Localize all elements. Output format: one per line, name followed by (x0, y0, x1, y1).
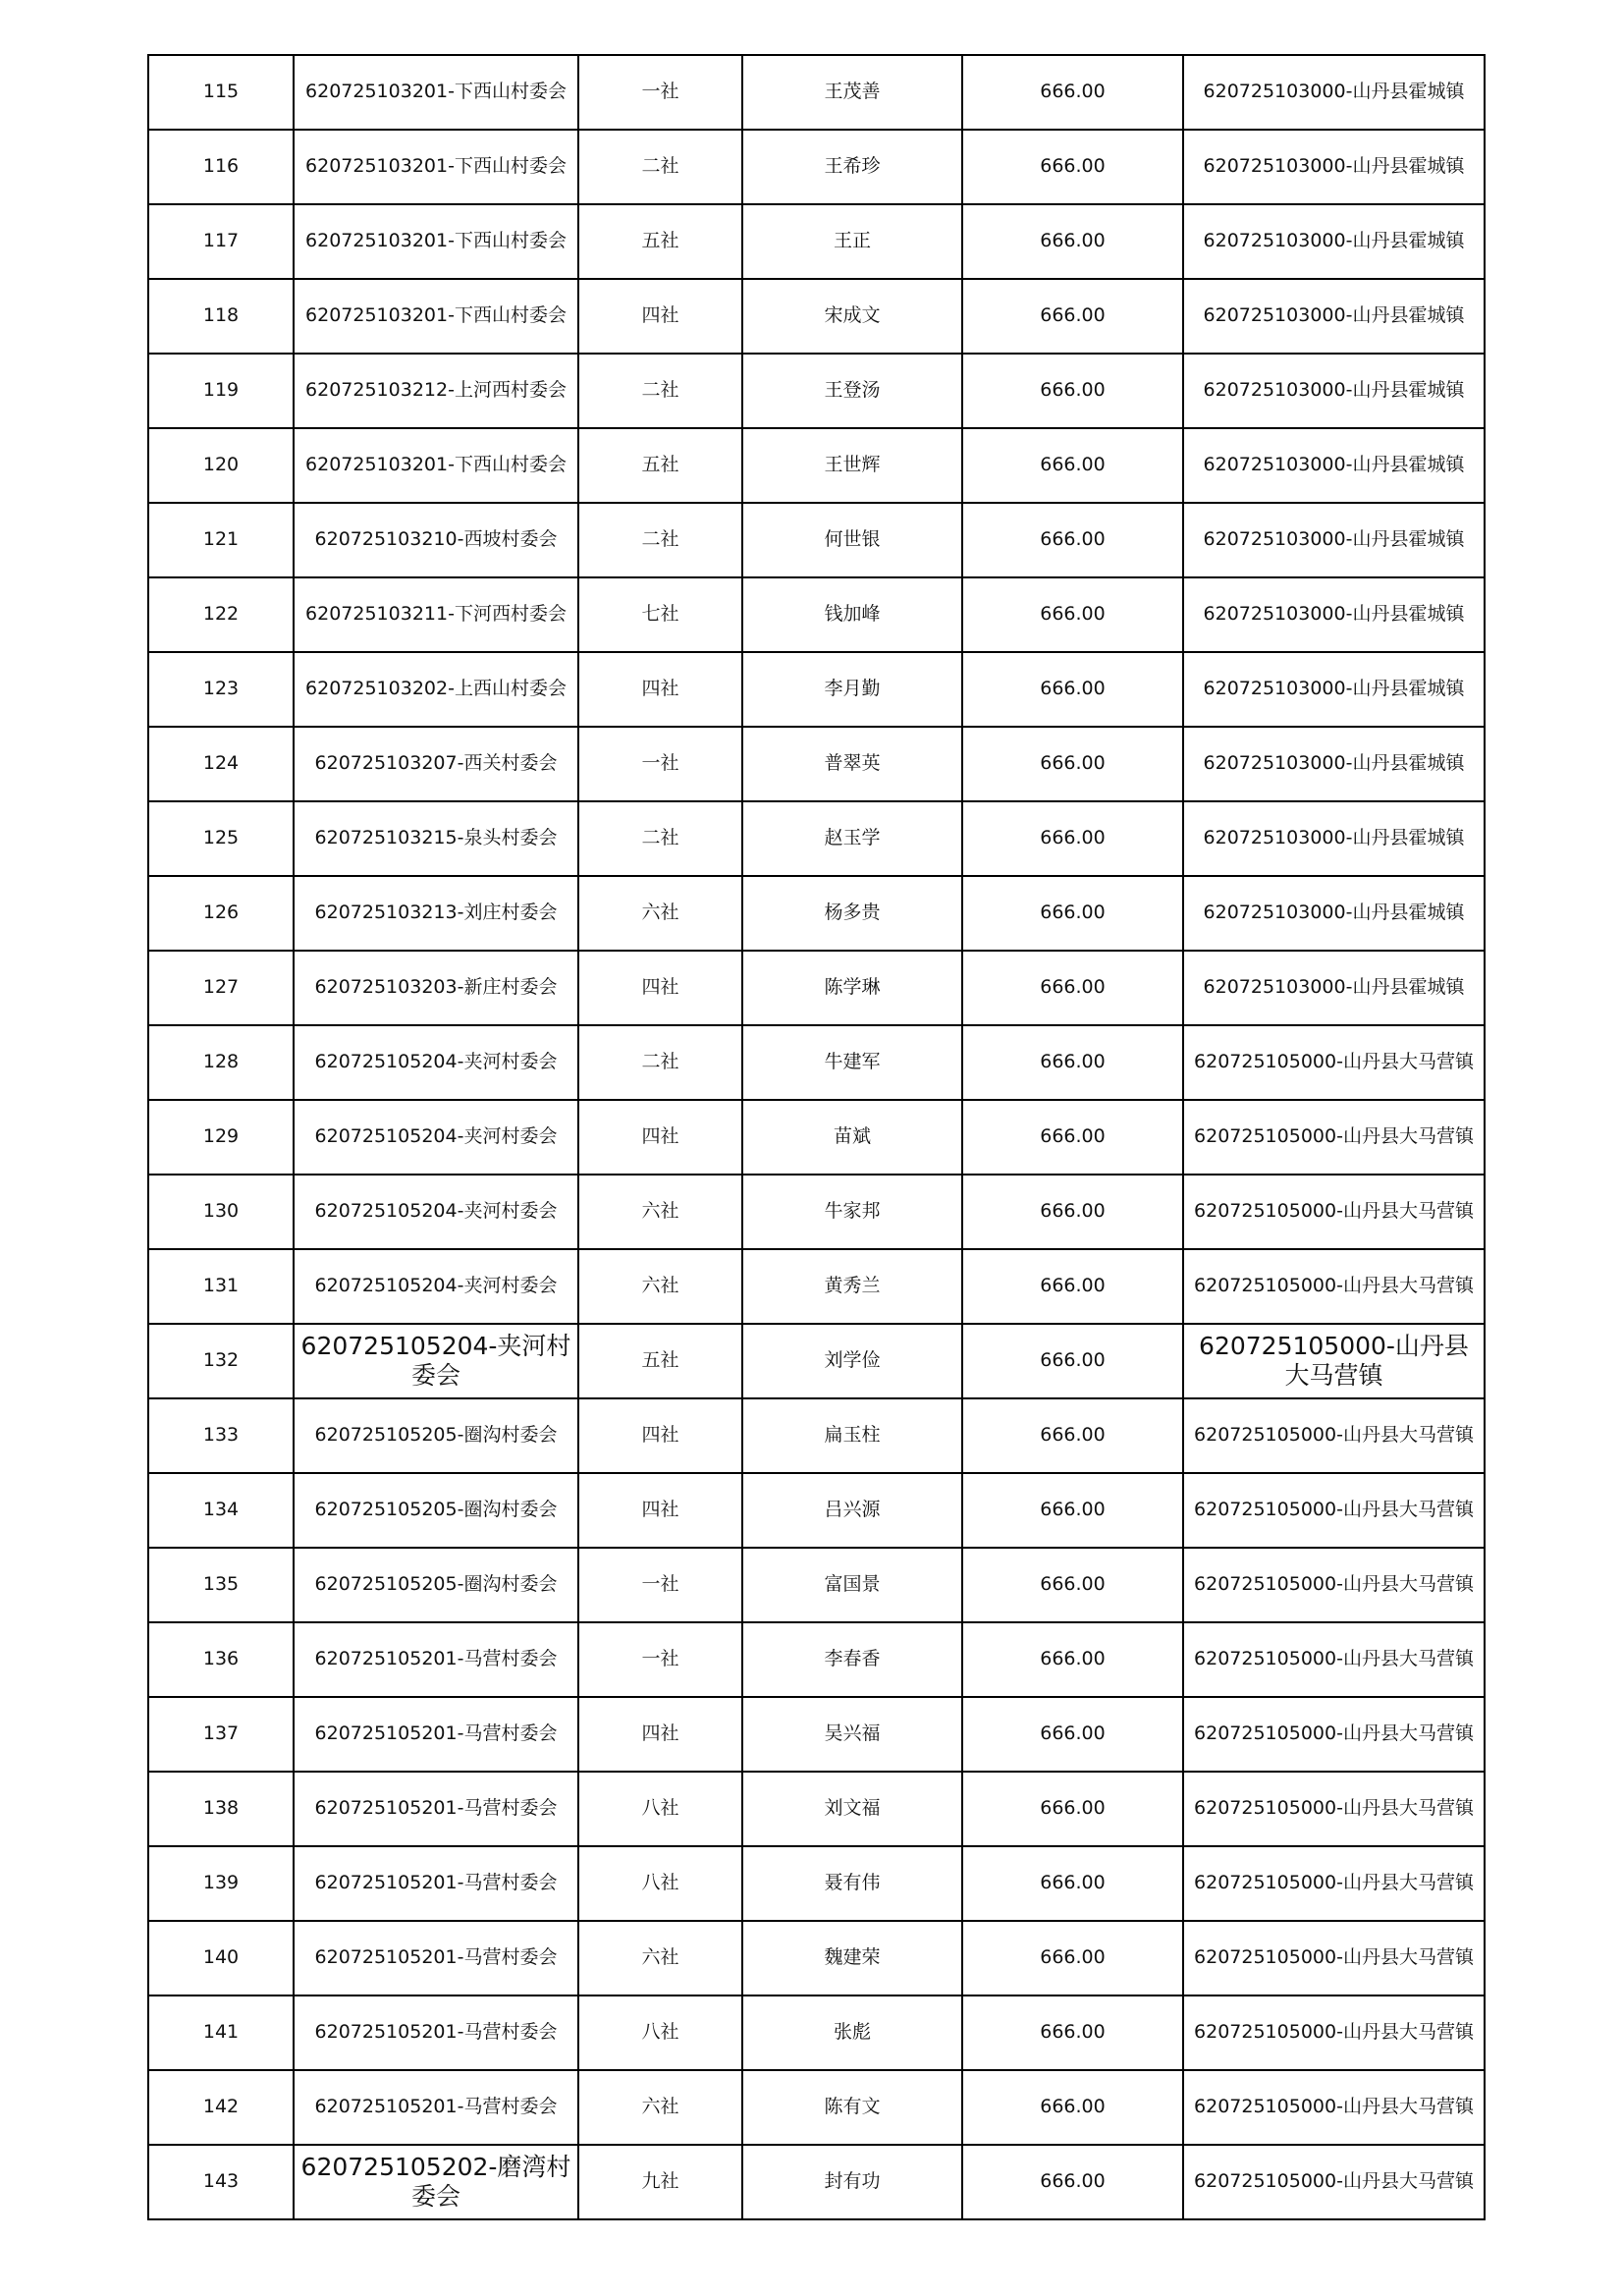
village-committee-cell: 620725105204-夹河村委会 (294, 1100, 578, 1175)
town-cell: 620725103000-山丹县霍城镇 (1183, 801, 1485, 876)
amount-cell: 666.00 (962, 2070, 1183, 2145)
table-row (148, 2145, 1485, 2219)
person-name-cell: 宋成文 (742, 279, 962, 354)
town-cell: 620725105000-山丹县大马营镇 (1183, 1324, 1485, 1398)
amount-cell: 666.00 (962, 1995, 1183, 2070)
table-row (148, 130, 1485, 204)
row-number-cell: 142 (148, 2070, 294, 2145)
amount-cell: 666.00 (962, 1249, 1183, 1324)
row-number-cell: 136 (148, 1622, 294, 1697)
row-number-cell: 130 (148, 1175, 294, 1249)
row-number-cell: 135 (148, 1548, 294, 1622)
amount-cell: 666.00 (962, 577, 1183, 652)
table-row (148, 1175, 1485, 1249)
table-row (148, 1398, 1485, 1473)
person-name-cell: 普翠英 (742, 727, 962, 801)
row-number-cell: 121 (148, 503, 294, 577)
group-cell: 六社 (578, 1921, 742, 1995)
town-cell: 620725103000-山丹县霍城镇 (1183, 951, 1485, 1025)
row-number-cell: 141 (148, 1995, 294, 2070)
row-number-cell: 119 (148, 354, 294, 428)
person-name-cell: 王希珍 (742, 130, 962, 204)
person-name-cell: 杨多贵 (742, 876, 962, 951)
village-committee-cell: 620725105201-马营村委会 (294, 2070, 578, 2145)
town-cell: 620725105000-山丹县大马营镇 (1183, 1249, 1485, 1324)
town-cell: 620725105000-山丹县大马营镇 (1183, 1175, 1485, 1249)
group-cell: 一社 (578, 727, 742, 801)
row-number-cell: 118 (148, 279, 294, 354)
town-cell: 620725103000-山丹县霍城镇 (1183, 727, 1485, 801)
table-row (148, 428, 1485, 503)
village-committee-cell: 620725105205-圈沟村委会 (294, 1398, 578, 1473)
amount-cell: 666.00 (962, 1324, 1183, 1398)
town-cell: 620725103000-山丹县霍城镇 (1183, 354, 1485, 428)
amount-cell: 666.00 (962, 1473, 1183, 1548)
village-committee-cell: 620725103202-上西山村委会 (294, 652, 578, 727)
person-name-cell: 封有功 (742, 2145, 962, 2219)
table-row (148, 1772, 1485, 1846)
person-name-cell: 富国景 (742, 1548, 962, 1622)
village-committee-cell: 620725105201-马营村委会 (294, 1622, 578, 1697)
person-name-cell: 陈学琳 (742, 951, 962, 1025)
village-committee-cell: 620725103201-下西山村委会 (294, 130, 578, 204)
village-committee-cell: 620725105201-马营村委会 (294, 1995, 578, 2070)
village-committee-cell: 620725103215-泉头村委会 (294, 801, 578, 876)
village-committee-cell: 620725105202-磨湾村委会 (294, 2145, 578, 2219)
village-committee-cell: 620725103203-新庄村委会 (294, 951, 578, 1025)
group-cell: 八社 (578, 1995, 742, 2070)
village-committee-cell: 620725103211-下河西村委会 (294, 577, 578, 652)
town-cell: 620725103000-山丹县霍城镇 (1183, 279, 1485, 354)
town-cell: 620725105000-山丹县大马营镇 (1183, 1473, 1485, 1548)
group-cell: 四社 (578, 279, 742, 354)
group-cell: 四社 (578, 652, 742, 727)
village-committee-cell: 620725103212-上河西村委会 (294, 354, 578, 428)
row-number-cell: 138 (148, 1772, 294, 1846)
village-committee-cell: 620725105204-夹河村委会 (294, 1175, 578, 1249)
row-number-cell: 122 (148, 577, 294, 652)
table-row (148, 1622, 1485, 1697)
row-number-cell: 129 (148, 1100, 294, 1175)
amount-cell: 666.00 (962, 279, 1183, 354)
table-row (148, 1697, 1485, 1772)
row-number-cell: 125 (148, 801, 294, 876)
table-row (148, 951, 1485, 1025)
table-row (148, 727, 1485, 801)
amount-cell: 666.00 (962, 428, 1183, 503)
town-cell: 620725103000-山丹县霍城镇 (1183, 876, 1485, 951)
table-row (148, 801, 1485, 876)
row-number-cell: 139 (148, 1846, 294, 1921)
amount-cell: 666.00 (962, 727, 1183, 801)
group-cell: 二社 (578, 354, 742, 428)
group-cell: 二社 (578, 130, 742, 204)
town-cell: 620725105000-山丹县大马营镇 (1183, 2070, 1485, 2145)
town-cell: 620725105000-山丹县大马营镇 (1183, 1100, 1485, 1175)
person-name-cell: 陈有文 (742, 2070, 962, 2145)
amount-cell: 666.00 (962, 1697, 1183, 1772)
group-cell: 六社 (578, 2070, 742, 2145)
village-committee-cell: 620725105201-马营村委会 (294, 1846, 578, 1921)
amount-cell: 666.00 (962, 801, 1183, 876)
group-cell: 二社 (578, 801, 742, 876)
amount-cell: 666.00 (962, 652, 1183, 727)
table-row (148, 1921, 1485, 1995)
person-name-cell: 扁玉柱 (742, 1398, 962, 1473)
group-cell: 九社 (578, 2145, 742, 2219)
table-row (148, 1473, 1485, 1548)
village-committee-cell: 620725103207-西关村委会 (294, 727, 578, 801)
amount-cell: 666.00 (962, 951, 1183, 1025)
town-cell: 620725105000-山丹县大马营镇 (1183, 1772, 1485, 1846)
person-name-cell: 牛建军 (742, 1025, 962, 1100)
table-row (148, 503, 1485, 577)
table-row (148, 652, 1485, 727)
group-cell: 二社 (578, 503, 742, 577)
group-cell: 七社 (578, 577, 742, 652)
town-cell: 620725105000-山丹县大马营镇 (1183, 1398, 1485, 1473)
table-row (148, 876, 1485, 951)
table-row (148, 1846, 1485, 1921)
table-row (148, 1100, 1485, 1175)
amount-cell: 666.00 (962, 1175, 1183, 1249)
group-cell: 六社 (578, 876, 742, 951)
row-number-cell: 127 (148, 951, 294, 1025)
town-cell: 620725105000-山丹县大马营镇 (1183, 1921, 1485, 1995)
person-name-cell: 聂有伟 (742, 1846, 962, 1921)
row-number-cell: 140 (148, 1921, 294, 1995)
row-number-cell: 133 (148, 1398, 294, 1473)
village-committee-cell: 620725103210-西坡村委会 (294, 503, 578, 577)
person-name-cell: 何世银 (742, 503, 962, 577)
person-name-cell: 魏建荣 (742, 1921, 962, 1995)
amount-cell: 666.00 (962, 1100, 1183, 1175)
town-cell: 620725105000-山丹县大马营镇 (1183, 1697, 1485, 1772)
village-committee-cell: 620725103213-刘庄村委会 (294, 876, 578, 951)
table-row (148, 1249, 1485, 1324)
person-name-cell: 苗斌 (742, 1100, 962, 1175)
row-number-cell: 115 (148, 55, 294, 130)
amount-cell: 666.00 (962, 1622, 1183, 1697)
town-cell: 620725105000-山丹县大马营镇 (1183, 1846, 1485, 1921)
village-committee-cell: 620725103201-下西山村委会 (294, 428, 578, 503)
table-row (148, 279, 1485, 354)
row-number-cell: 126 (148, 876, 294, 951)
amount-cell: 666.00 (962, 354, 1183, 428)
table-row (148, 1548, 1485, 1622)
person-name-cell: 刘文福 (742, 1772, 962, 1846)
amount-cell: 666.00 (962, 876, 1183, 951)
amount-cell: 666.00 (962, 1548, 1183, 1622)
town-cell: 620725103000-山丹县霍城镇 (1183, 652, 1485, 727)
town-cell: 620725103000-山丹县霍城镇 (1183, 55, 1485, 130)
person-name-cell: 王正 (742, 204, 962, 279)
group-cell: 四社 (578, 1473, 742, 1548)
person-name-cell: 吕兴源 (742, 1473, 962, 1548)
person-name-cell: 王茂善 (742, 55, 962, 130)
group-cell: 一社 (578, 1548, 742, 1622)
group-cell: 六社 (578, 1175, 742, 1249)
amount-cell: 666.00 (962, 204, 1183, 279)
group-cell: 四社 (578, 1398, 742, 1473)
row-number-cell: 120 (148, 428, 294, 503)
row-number-cell: 124 (148, 727, 294, 801)
row-number-cell: 134 (148, 1473, 294, 1548)
amount-cell: 666.00 (962, 2145, 1183, 2219)
group-cell: 一社 (578, 55, 742, 130)
amount-cell: 666.00 (962, 1772, 1183, 1846)
table-row (148, 577, 1485, 652)
person-name-cell: 李春香 (742, 1622, 962, 1697)
group-cell: 五社 (578, 1324, 742, 1398)
group-cell: 八社 (578, 1846, 742, 1921)
table-row (148, 1324, 1485, 1398)
person-name-cell: 黄秀兰 (742, 1249, 962, 1324)
person-name-cell: 钱加峰 (742, 577, 962, 652)
person-name-cell: 刘学俭 (742, 1324, 962, 1398)
group-cell: 二社 (578, 1025, 742, 1100)
town-cell: 620725103000-山丹县霍城镇 (1183, 503, 1485, 577)
table-body (148, 55, 1485, 2219)
town-cell: 620725103000-山丹县霍城镇 (1183, 130, 1485, 204)
beneficiary-table (147, 54, 1486, 2220)
village-committee-cell: 620725105204-夹河村委会 (294, 1249, 578, 1324)
town-cell: 620725103000-山丹县霍城镇 (1183, 428, 1485, 503)
person-name-cell: 王登汤 (742, 354, 962, 428)
amount-cell: 666.00 (962, 503, 1183, 577)
group-cell: 四社 (578, 1697, 742, 1772)
person-name-cell: 吴兴福 (742, 1697, 962, 1772)
village-committee-cell: 620725103201-下西山村委会 (294, 279, 578, 354)
group-cell: 五社 (578, 428, 742, 503)
row-number-cell: 132 (148, 1324, 294, 1398)
row-number-cell: 116 (148, 130, 294, 204)
person-name-cell: 牛家邦 (742, 1175, 962, 1249)
table-row (148, 55, 1485, 130)
village-committee-cell: 620725105205-圈沟村委会 (294, 1473, 578, 1548)
group-cell: 八社 (578, 1772, 742, 1846)
person-name-cell: 赵玉学 (742, 801, 962, 876)
village-committee-cell: 620725105201-马营村委会 (294, 1772, 578, 1846)
village-committee-cell: 620725105201-马营村委会 (294, 1697, 578, 1772)
amount-cell: 666.00 (962, 1921, 1183, 1995)
village-committee-cell: 620725105205-圈沟村委会 (294, 1548, 578, 1622)
row-number-cell: 143 (148, 2145, 294, 2219)
group-cell: 五社 (578, 204, 742, 279)
town-cell: 620725105000-山丹县大马营镇 (1183, 1995, 1485, 2070)
amount-cell: 666.00 (962, 1846, 1183, 1921)
person-name-cell: 李月勤 (742, 652, 962, 727)
town-cell: 620725105000-山丹县大马营镇 (1183, 1025, 1485, 1100)
row-number-cell: 131 (148, 1249, 294, 1324)
town-cell: 620725105000-山丹县大马营镇 (1183, 1622, 1485, 1697)
village-committee-cell: 620725105204-夹河村委会 (294, 1324, 578, 1398)
amount-cell: 666.00 (962, 130, 1183, 204)
table-row (148, 1025, 1485, 1100)
row-number-cell: 137 (148, 1697, 294, 1772)
village-committee-cell: 620725103201-下西山村委会 (294, 204, 578, 279)
row-number-cell: 128 (148, 1025, 294, 1100)
group-cell: 一社 (578, 1622, 742, 1697)
town-cell: 620725105000-山丹县大马营镇 (1183, 1548, 1485, 1622)
amount-cell: 666.00 (962, 1398, 1183, 1473)
town-cell: 620725103000-山丹县霍城镇 (1183, 577, 1485, 652)
town-cell: 620725103000-山丹县霍城镇 (1183, 204, 1485, 279)
table-row (148, 2070, 1485, 2145)
row-number-cell: 117 (148, 204, 294, 279)
group-cell: 四社 (578, 951, 742, 1025)
village-committee-cell: 620725105201-马营村委会 (294, 1921, 578, 1995)
person-name-cell: 张彪 (742, 1995, 962, 2070)
group-cell: 六社 (578, 1249, 742, 1324)
table-row (148, 204, 1485, 279)
table-row (148, 354, 1485, 428)
village-committee-cell: 620725105204-夹河村委会 (294, 1025, 578, 1100)
amount-cell: 666.00 (962, 1025, 1183, 1100)
row-number-cell: 123 (148, 652, 294, 727)
town-cell: 620725105000-山丹县大马营镇 (1183, 2145, 1485, 2219)
person-name-cell: 王世辉 (742, 428, 962, 503)
village-committee-cell: 620725103201-下西山村委会 (294, 55, 578, 130)
table-row (148, 1995, 1485, 2070)
group-cell: 四社 (578, 1100, 742, 1175)
amount-cell: 666.00 (962, 55, 1183, 130)
